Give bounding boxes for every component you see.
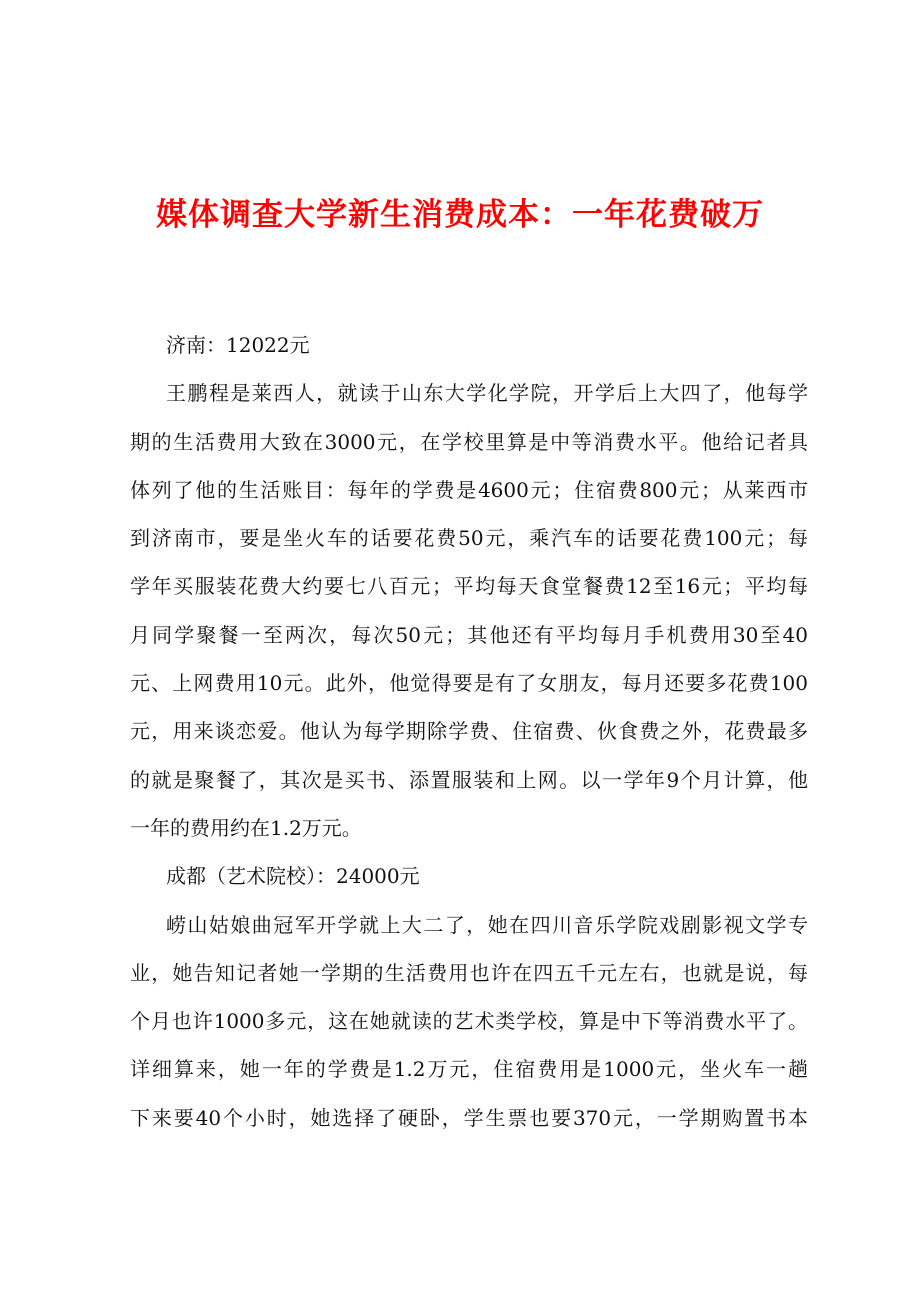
- section-heading-jinan: 济南：12022元: [166, 333, 310, 357]
- paragraph-line: 月同学聚餐一至两次，每次50元；其他还有平均每月手机费用30至40: [130, 622, 808, 647]
- paragraph-line: 的就是聚餐了，其次是买书、添置服装和上网。以一学年9个月计算，他: [130, 767, 808, 792]
- paragraph-line: 体列了他的生活账目：每年的学费是4600元；住宿费800元；从莱西市: [130, 477, 808, 502]
- paragraph-line: 元、上网费用10元。此外，他觉得要是有了女朋友，每月还要多花费100: [130, 671, 808, 696]
- section-heading-chengdu: 成都（艺术院校）：24000元: [166, 864, 420, 889]
- document-title: 媒体调查大学新生消费成本：一年花费破万: [156, 197, 764, 233]
- paragraph-line: 王鹏程是莱西人，就读于山东大学化学院，开学后上大四了，他每学: [166, 381, 808, 406]
- paragraph-jinan: [130, 369, 808, 852]
- paragraph-line: 学年买服装花费大约要七八百元；平均每天食堂餐费12至16元；平均每: [130, 574, 808, 599]
- paragraph-line: 崂山姑娘曲冠军开学就上大二了，她在四川音乐学院戏剧影视文学专: [166, 912, 808, 937]
- paragraph-line: 业，她告知记者她一学期的生活费用也许在四五千元左右，也就是说，每: [130, 960, 808, 985]
- paragraph-line: 个月也许1000多元，这在她就读的艺术类学校，算是中下等消费水平了。: [130, 1009, 808, 1034]
- paragraph-line: 一年的费用约在1.2万元。: [130, 815, 362, 840]
- paragraph-line: 元，用来谈恋爱。他认为每学期除学费、住宿费、伙食费之外，花费最多: [130, 719, 808, 744]
- paragraph-chengdu: [130, 901, 808, 1142]
- document-body: [130, 321, 808, 1142]
- paragraph-line: 详细算来，她一年的学费是1.2万元，住宿费用是1000元，坐火车一趟: [130, 1057, 808, 1082]
- paragraph-line: 期的生活费用大致在3000元，在学校里算是中等消费水平。他给记者具: [130, 429, 808, 454]
- paragraph-line: 到济南市，要是坐火车的话要花费50元，乘汽车的话要花费100元；每: [130, 526, 808, 551]
- paragraph-line: 下来要40个小时，她选择了硬卧，学生票也要370元，一学期购置书本: [130, 1105, 808, 1130]
